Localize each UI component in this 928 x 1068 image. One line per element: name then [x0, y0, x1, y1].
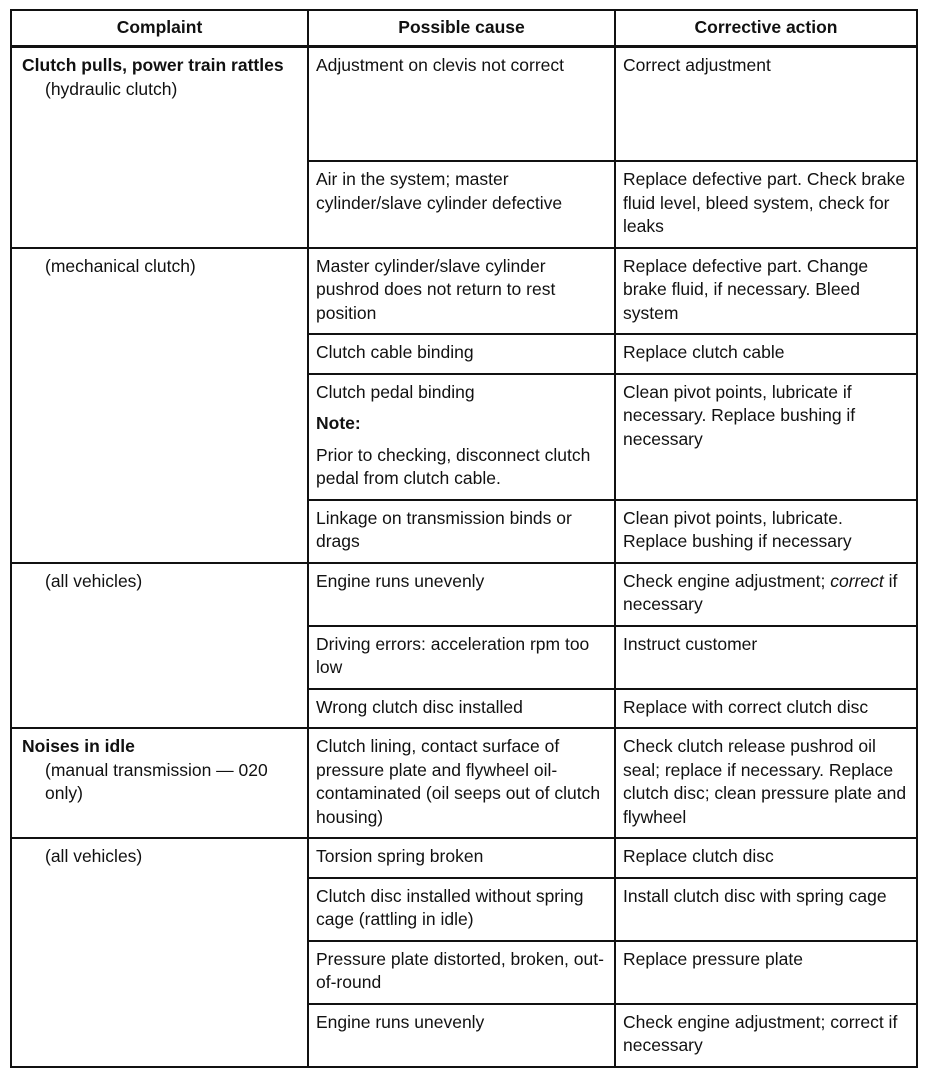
action-text: Check engine adjustment; — [623, 570, 826, 591]
cause-text: Clutch pedal binding — [316, 381, 475, 402]
note-text: Prior to checking, disconnect clutch pedal from clutch cable. — [316, 444, 591, 488]
table-row — [11, 47, 917, 162]
cause-cell: Driving errors: acceleration rpm too low — [308, 626, 615, 689]
header-corrective-action: Corrective action — [615, 10, 917, 47]
cause-cell: Wrong clutch disc installed — [308, 689, 615, 729]
cause-cell: Clutch cable binding — [308, 334, 615, 374]
cause-cell: Clutch lining, contact surface of pressure plate and flywheel oil-contaminated (oil seeps out of clutch housing) — [308, 728, 615, 838]
action-cell: Clean pivot points, lubricate. Replace bushing if necessary — [615, 500, 917, 563]
action-cell: Replace pressure plate — [615, 941, 917, 1004]
table-row — [11, 838, 917, 878]
action-cell: Replace defective part. Change brake fluid, if necessary. Bleed system — [615, 248, 917, 335]
cause-cell: Linkage on transmission binds or drags — [308, 500, 615, 563]
action-text: if necessary — [623, 570, 898, 614]
header-possible-cause: Possible cause — [308, 10, 615, 47]
action-cell: Install clutch disc with spring cage — [615, 878, 917, 941]
complaint-cell — [11, 563, 308, 729]
complaint-title: Noises in idle — [22, 736, 135, 756]
cause-cell — [308, 374, 615, 500]
header-row — [11, 10, 917, 47]
cause-cell: Engine runs unevenly — [308, 563, 615, 626]
action-cell — [615, 563, 917, 626]
action-cell: Replace defective part. Check brake fluid level, bleed system, check for leaks — [615, 161, 917, 248]
complaint-subtitle: (all vehicles) — [45, 570, 143, 591]
action-cell: Replace clutch disc — [615, 838, 917, 878]
cause-cell: Air in the system; master cylinder/slave cylinder defective — [308, 161, 615, 248]
table-row — [11, 563, 917, 626]
action-cell: Correct adjustment — [615, 47, 917, 162]
action-emphasis: correct — [830, 570, 884, 591]
cause-cell: Engine runs unevenly — [308, 1004, 615, 1067]
table-row — [11, 248, 917, 335]
complaint-subtitle: (hydraulic clutch) — [45, 78, 178, 99]
note-label: Note: — [316, 413, 361, 433]
complaint-cell — [11, 47, 308, 248]
cause-cell: Adjustment on clevis not correct — [308, 47, 615, 162]
cause-cell: Master cylinder/slave cylinder pushrod does not return to rest position — [308, 248, 615, 335]
complaint-subtitle: (mechanical clutch) — [45, 255, 196, 276]
header-complaint: Complaint — [11, 10, 308, 47]
complaint-cell — [11, 728, 308, 838]
action-cell: Check engine adjustment; correct if necessary — [615, 1004, 917, 1067]
action-cell: Replace with correct clutch disc — [615, 689, 917, 729]
cause-cell: Torsion spring broken — [308, 838, 615, 878]
cause-cell: Clutch disc installed without spring cage (rattling in idle) — [308, 878, 615, 941]
complaint-title: Clutch pulls, power train rattles — [22, 55, 284, 75]
action-cell: Instruct customer — [615, 626, 917, 689]
complaint-subtitle: (manual transmission — 020 only) — [45, 759, 268, 803]
troubleshooting-table — [10, 9, 918, 1068]
table-row — [11, 728, 917, 838]
cause-cell: Pressure plate distorted, broken, out-of-round — [308, 941, 615, 1004]
complaint-cell — [11, 248, 308, 563]
complaint-cell — [11, 838, 308, 1067]
complaint-subtitle: (all vehicles) — [45, 846, 143, 866]
action-cell: Replace clutch cable — [615, 334, 917, 374]
action-cell: Check clutch release pushrod oil seal; replace if necessary. Replace clutch disc; clean pressure plate and flywheel — [615, 728, 917, 838]
action-cell: Clean pivot points, lubricate if necessary. Replace bushing if necessary — [615, 374, 917, 500]
